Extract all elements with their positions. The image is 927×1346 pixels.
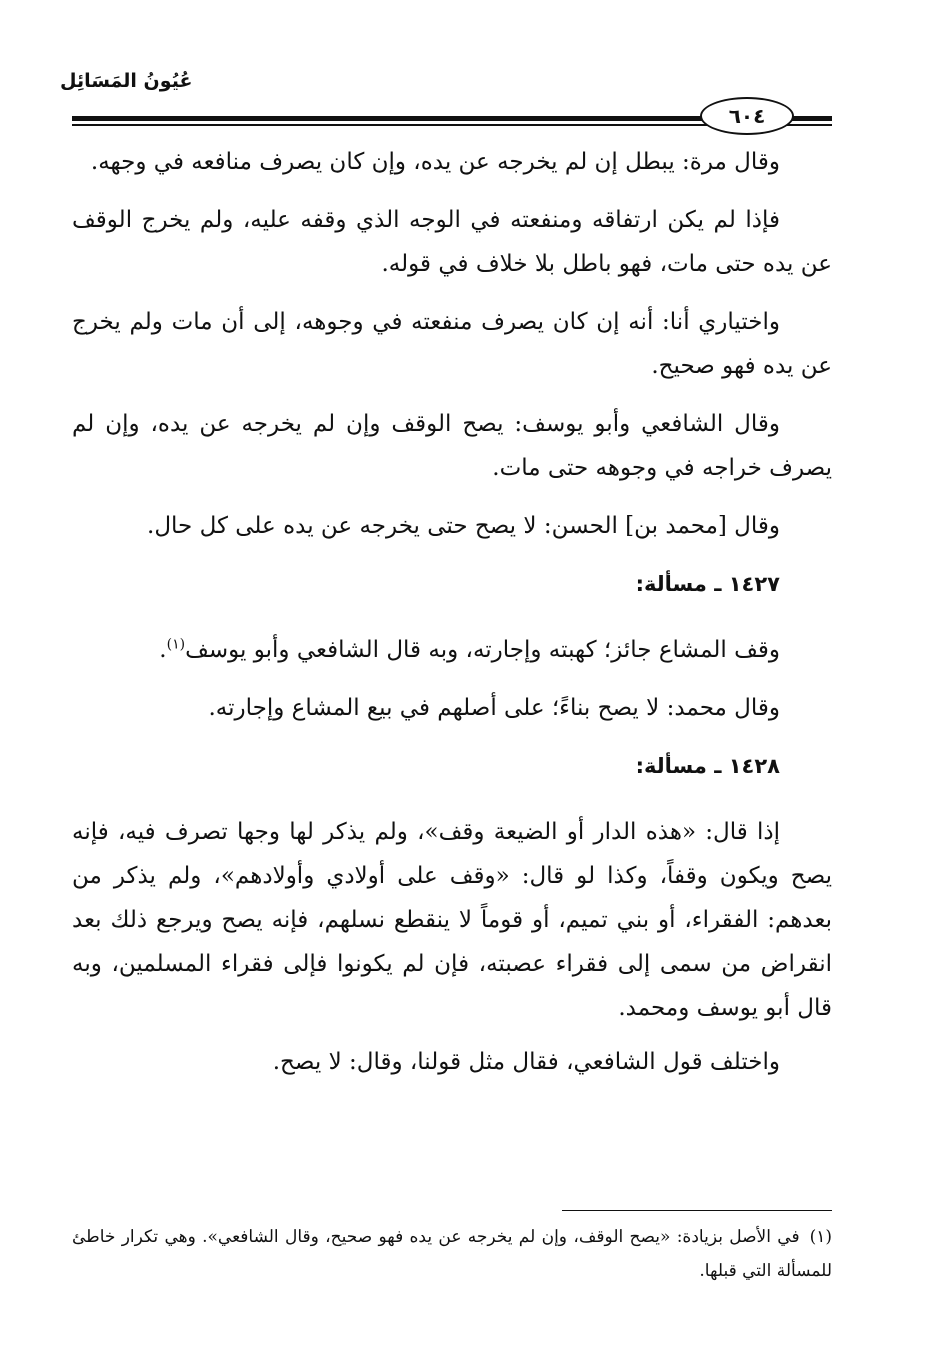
footnote-1-text: في الأصل بزيادة: «يصح الوقف، وإن لم يخرجه عن يده فهو صحيح، وقال الشافعي». وهي تكرار خاطئ للمسألة التي قبلها.	[72, 1227, 832, 1281]
footnotes	[72, 1220, 832, 1288]
footnote-separator	[562, 1210, 832, 1211]
paragraph-6-text: وقف المشاع جائز؛ كهبته وإجارته، وبه قال الشافعي وأبو يوسف	[185, 637, 780, 663]
paragraph-6-end: .	[159, 637, 167, 663]
paragraph-4: وقال الشافعي وأبو يوسف: يصح الوقف وإن لم يخرجه عن يده، وإن لم يصرف خراجه في وجوهه حتى مات.	[72, 411, 832, 481]
page-number: ٦٠٤	[700, 97, 794, 135]
paragraph-9: واختلف قول الشافعي، فقال مثل قولنا، وقال: لا يصح.	[272, 1049, 780, 1075]
paragraph-5: وقال [محمد بن] الحسن: لا يصح حتى يخرجه عن يده على كل حال.	[147, 513, 780, 539]
paragraph-1: وقال مرة: يبطل إن لم يخرجه عن يده، وإن كان يصرف منافعه في وجهه.	[90, 149, 780, 175]
footnote-1-number: (١)	[809, 1227, 832, 1247]
main-text	[72, 140, 832, 1098]
paragraph-6	[72, 628, 832, 672]
footnote-1	[72, 1220, 832, 1288]
paragraph-8: إذا قال: «هذه الدار أو الضيعة وقف»، ولم يذكر لها وجها تصرف فيه، فإنه يصح ويكون وقفاً، وكذا لو قال: «وقف على أولادي وأولادهم»، ولم يذكر من بعدهم: الفقراء، أو بني تميم، أو قوماً لا ينقطع نسلهم، فإنه يصح ويرجع ذلك بعد انقراض من سمى إلى فقراء عصبته، فإن لم يكونوا فإلى فقراء المسلمين، وبه قال أبو يوسف ومحمد.	[72, 819, 832, 1021]
paragraph-7: وقال محمد: لا يصح بناءً؛ على أصلهم في بيع المشاع وإجارته.	[208, 695, 780, 721]
running-title: عُيُونُ المَسَائِل	[60, 70, 193, 92]
issue-heading-1427: ١٤٢٧ ـ مسألة:	[635, 572, 780, 596]
issue-heading-1428: ١٤٢٨ ـ مسألة:	[635, 754, 780, 778]
paragraph-3: واختياري أنا: أنه إن كان يصرف منفعته في وجوهه، إلى أن مات ولم يخرج عن يده فهو صحيح.	[72, 309, 832, 379]
paragraph-2: فإذا لم يكن ارتفاقه ومنفعته في الوجه الذي وقفه عليه، ولم يخرج الوقف عن يده حتى مات، فهو باطل بلا خلاف في قوله.	[72, 207, 832, 277]
footnote-marker-1[interactable]: (١)	[166, 636, 186, 653]
